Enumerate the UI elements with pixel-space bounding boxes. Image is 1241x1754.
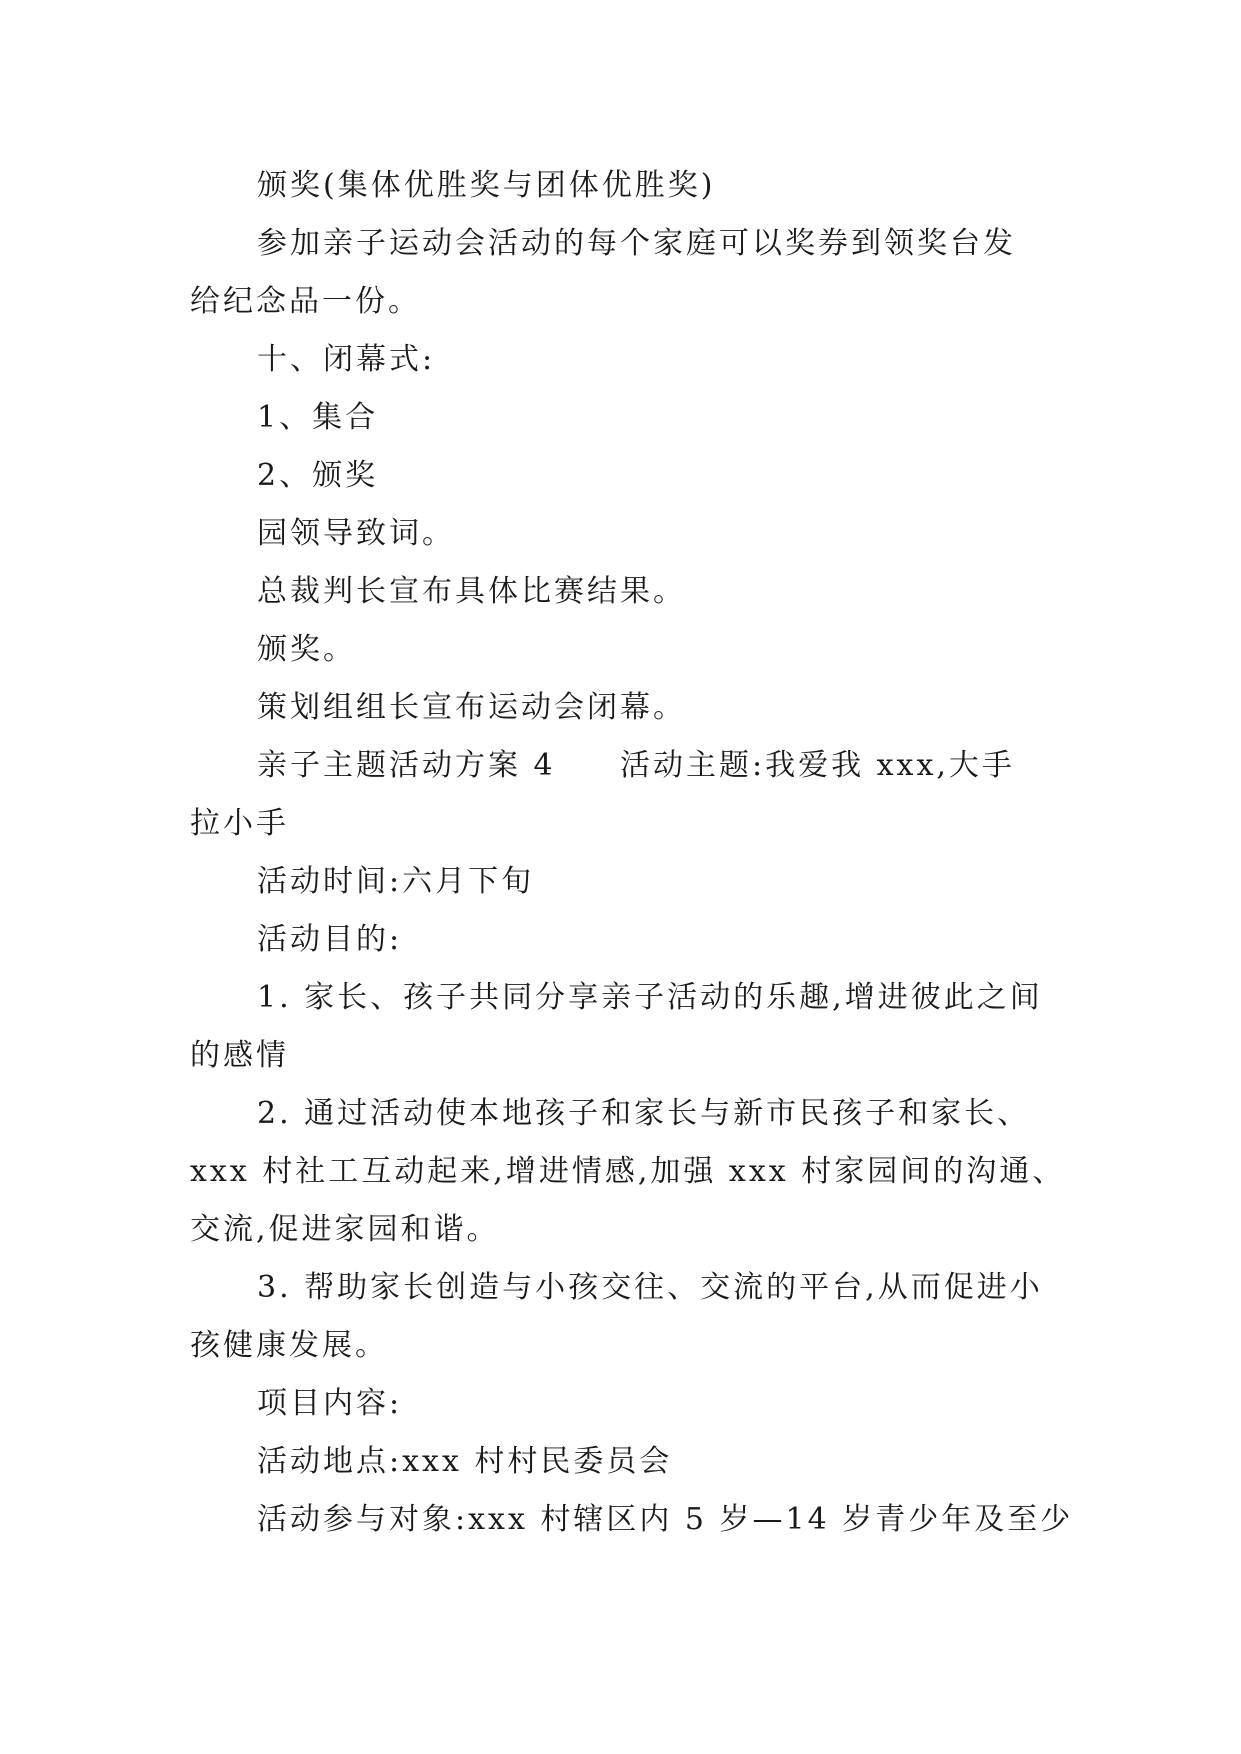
activity-theme: 活动主题:我爱我 xxx,大手	[620, 748, 1015, 783]
paragraph-line: 给纪念品一份。	[190, 284, 421, 319]
paragraph-line: 园领导致词。	[257, 516, 455, 551]
plan-title: 亲子主题活动方案 4	[257, 748, 556, 783]
list-item: 3. 帮助家长创造与小孩交往、交流的平台,从而促进小	[257, 1270, 1043, 1305]
paragraph-line: 颁奖。	[257, 632, 356, 667]
activity-participants: 活动参与对象:xxx 村辖区内 5 岁—14 岁青少年及至少	[257, 1502, 1074, 1537]
list-item-continued: xxx 村社工互动起来,增进情感,加强 xxx 村家园间的沟通、	[190, 1154, 1066, 1189]
paragraph-line: 总裁判长宣布具体比赛结果。	[257, 574, 686, 609]
paragraph-line: 参加亲子运动会活动的每个家庭可以奖券到领奖台发	[257, 226, 1016, 261]
activity-time: 活动时间:六月下旬	[257, 864, 535, 899]
activity-location: 活动地点:xxx 村村民委员会	[257, 1444, 673, 1479]
activity-theme-continued: 拉小手	[190, 806, 289, 841]
list-item: 2、颁奖	[257, 458, 379, 493]
section-heading: 活动目的:	[257, 922, 403, 957]
list-item-continued: 的感情	[190, 1038, 289, 1073]
paragraph-line: 策划组组长宣布运动会闭幕。	[257, 690, 686, 725]
list-item-continued: 交流,促进家园和谐。	[190, 1212, 500, 1247]
list-item: 1. 家长、孩子共同分享亲子活动的乐趣,增进彼此之间	[257, 980, 1043, 1015]
award-heading: 颁奖(集体优胜奖与团体优胜奖)	[257, 168, 716, 203]
section-heading: 项目内容:	[257, 1386, 403, 1421]
section-heading: 十、闭幕式:	[257, 342, 436, 377]
list-item: 1、集合	[257, 400, 379, 435]
list-item: 2. 通过活动使本地孩子和家长与新市民孩子和家长、	[257, 1096, 1031, 1131]
list-item-continued: 孩健康发展。	[190, 1328, 388, 1363]
